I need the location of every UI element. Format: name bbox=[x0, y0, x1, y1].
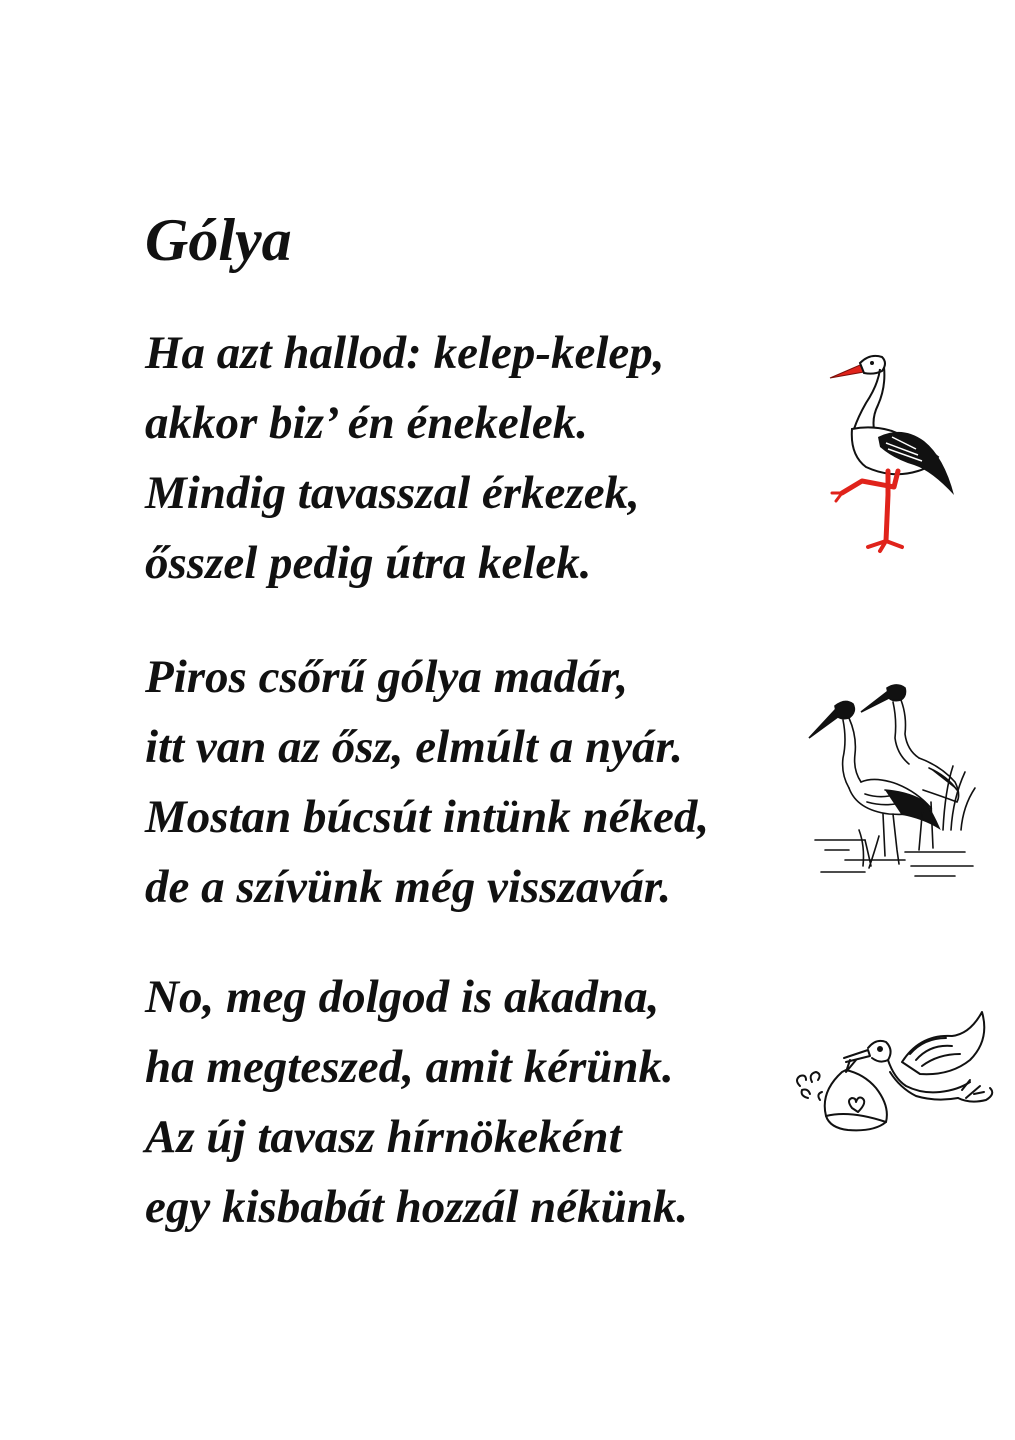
stanza-line: egy kisbabát hozzál nékünk. bbox=[145, 1181, 689, 1233]
stanza-line: de a szívünk még visszavár. bbox=[145, 861, 672, 913]
storks-pair-icon bbox=[805, 680, 980, 880]
stanza-line: Mindig tavasszal érkezek, bbox=[145, 467, 640, 519]
stanza-line: Piros csőrű gólya madár, bbox=[145, 651, 629, 703]
stanza-1 bbox=[145, 318, 665, 598]
stork-standing-icon bbox=[822, 345, 962, 560]
stanza-line: Mostan búcsút intünk néked, bbox=[145, 791, 710, 843]
stanza-line: ha megteszed, amit kérünk. bbox=[145, 1041, 674, 1093]
stork-carrying-baby-icon bbox=[790, 1000, 1000, 1145]
stanza-2 bbox=[145, 642, 709, 922]
stanza-line: Ha azt hallod: kelep-kelep, bbox=[145, 327, 665, 379]
poem-title: Gólya bbox=[145, 207, 292, 273]
stanza-line: ősszel pedig útra kelek. bbox=[145, 537, 592, 589]
stanza-line: No, meg dolgod is akadna, bbox=[145, 971, 660, 1023]
stanza-line: akkor biz’ én énekelek. bbox=[145, 397, 588, 449]
stanza-line: Az új tavasz hírnökeként bbox=[145, 1111, 622, 1163]
stanza-line: itt van az ősz, elmúlt a nyár. bbox=[145, 721, 683, 773]
stanza-3 bbox=[145, 962, 688, 1242]
